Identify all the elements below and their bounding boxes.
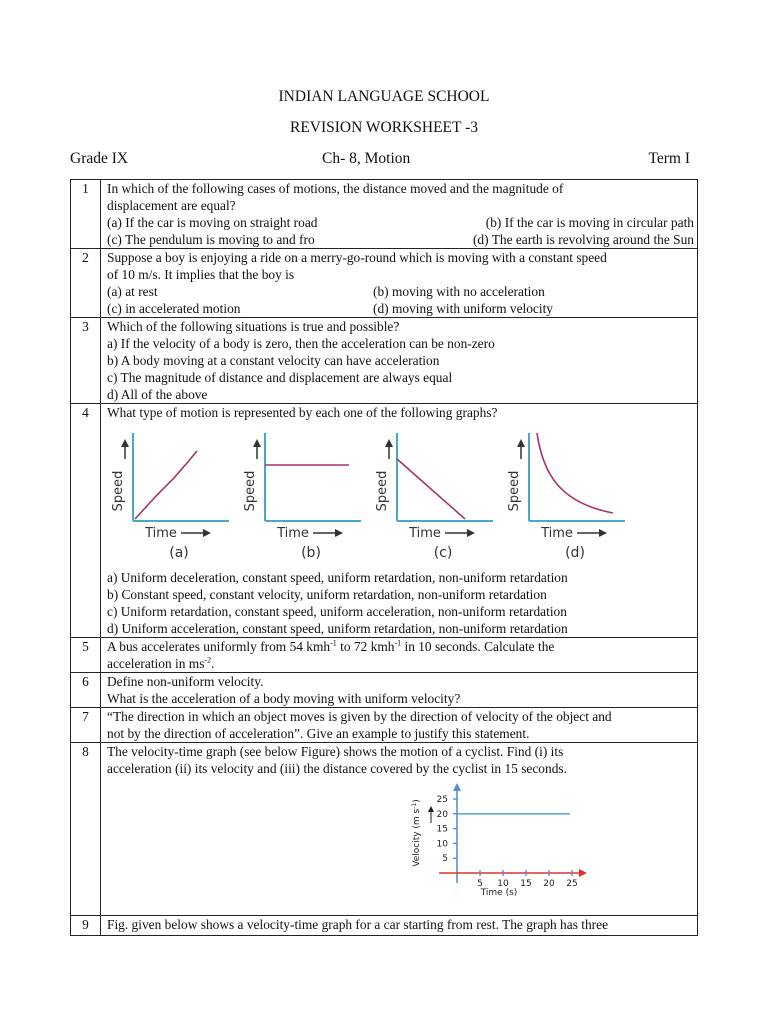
option-text: a) Uniform deceleration, constant speed, uniform retardation, non-uniform retardation bbox=[107, 570, 568, 585]
question-text: In which of the following cases of motions, the distance moved and the magnitude of bbox=[107, 181, 564, 196]
graph-a bbox=[107, 423, 239, 569]
question-body bbox=[101, 404, 698, 638]
question-row bbox=[71, 708, 698, 743]
question-body bbox=[101, 673, 698, 708]
vt-y-tick-label: 25 bbox=[436, 795, 448, 805]
graph-x-label: Time bbox=[145, 526, 177, 541]
option-text: d) Uniform acceleration, constant speed, uniform retardation, non-uniform retardation bbox=[107, 621, 568, 636]
question-number: 6 bbox=[71, 673, 101, 708]
question-row bbox=[71, 743, 698, 916]
question-text: not by the direction of acceleration”. Give an example to justify this statement. bbox=[107, 726, 530, 741]
vt-x-label: Time (s) bbox=[480, 888, 518, 898]
option-text: a) If the velocity of a body is zero, then the acceleration can be non-zero bbox=[107, 336, 495, 351]
question-text: Suppose a boy is enjoying a ride on a merry-go-round which is moving with a constant speed bbox=[107, 250, 607, 265]
question-number: 3 bbox=[71, 318, 101, 404]
vt-y-tick-label: 5 bbox=[442, 854, 448, 865]
graph-y-label: Speed bbox=[111, 470, 126, 512]
option-text: (b) moving with no acceleration bbox=[373, 284, 545, 299]
option-text: d) All of the above bbox=[107, 387, 208, 402]
option-text: c) Uniform retardation, constant speed, uniform acceleration, non-uniform retardation bbox=[107, 604, 567, 619]
graph-y-label: Speed bbox=[243, 470, 258, 512]
motion-graphs bbox=[107, 423, 694, 569]
graph-label: (a) bbox=[169, 545, 189, 561]
option-text: (c) The pendulum is moving to and fro bbox=[107, 232, 315, 247]
graph-d bbox=[503, 423, 635, 569]
option-row bbox=[107, 300, 694, 317]
worksheet-title: REVISION WORKSHEET -3 bbox=[289, 119, 478, 136]
question-text: The velocity-time graph (see below Figure) shows the motion of a cyclist. Find (i) its bbox=[107, 744, 564, 759]
question-text: Define non-uniform velocity. bbox=[107, 674, 264, 689]
option-text: b) Constant speed, constant velocity, uniform retardation, non-uniform retardation bbox=[107, 587, 547, 602]
grade-label: Grade IX bbox=[70, 150, 129, 167]
question-row bbox=[71, 180, 698, 249]
graph-x-label: Time bbox=[277, 526, 309, 541]
question-body bbox=[101, 180, 698, 249]
question-body bbox=[101, 708, 698, 743]
graph-b bbox=[239, 423, 371, 569]
velocity-time-graph bbox=[399, 781, 694, 909]
graph-label: (b) bbox=[301, 545, 321, 561]
graph-label: (c) bbox=[433, 545, 453, 561]
graph-y-label: Speed bbox=[375, 470, 390, 512]
graph-y-label: Speed bbox=[507, 470, 522, 512]
question-number: 9 bbox=[71, 916, 101, 936]
question-text: What is the acceleration of a body moving with uniform velocity? bbox=[107, 691, 461, 706]
option-row bbox=[107, 283, 694, 300]
school-name: INDIAN LANGUAGE SCHOOL bbox=[278, 88, 490, 105]
question-table bbox=[70, 179, 698, 936]
question-row bbox=[71, 249, 698, 318]
question-row bbox=[71, 318, 698, 404]
question-text: acceleration in $ms^{-2}$. bbox=[107, 655, 215, 671]
vt-y-tick-label: 20 bbox=[436, 809, 448, 820]
question-text: “The direction in which an object moves is given by the direction of velocity of the object and bbox=[107, 709, 612, 724]
question-number: 7 bbox=[71, 708, 101, 743]
option-text: (d) The earth is revolving around the Sun bbox=[472, 232, 694, 247]
question-number: 5 bbox=[71, 638, 101, 673]
option-text: (c) in accelerated motion bbox=[107, 301, 241, 316]
question-body bbox=[101, 916, 698, 936]
option-text: c) The magnitude of distance and displacement are always equal bbox=[107, 370, 453, 385]
option-text: (b) If the car is moving in circular path bbox=[485, 215, 694, 230]
vt-y-tick-label: 15 bbox=[436, 824, 448, 835]
vt-x-tick-label: 20 bbox=[543, 879, 555, 889]
vt-y-label: Velocity (m $s^{-1}$) bbox=[411, 799, 422, 867]
question-text: of 10 m/s. It implies that the boy is bbox=[107, 267, 295, 282]
question-number: 8 bbox=[71, 743, 101, 916]
question-number: 2 bbox=[71, 249, 101, 318]
question-row bbox=[71, 404, 698, 638]
question-text: A bus accelerates uniformly from 54 kmh$^{-1}$ to 72 kmh$^{-1}$ in 10 seconds. Calculate the bbox=[107, 638, 555, 654]
chapter-label: Ch- 8, Motion bbox=[322, 150, 411, 167]
vt-y-arrow bbox=[453, 783, 461, 791]
graph-x-label: Time bbox=[541, 526, 573, 541]
question-text: acceleration (ii) its velocity and (iii) the distance covered by the cyclist in 15 seconds. bbox=[107, 761, 567, 776]
option-text: (a) at rest bbox=[107, 284, 158, 299]
vt-x-tick-label: 25 bbox=[566, 879, 578, 889]
question-number: 4 bbox=[71, 404, 101, 638]
graph-label: (d) bbox=[565, 545, 585, 561]
graph-c bbox=[371, 423, 503, 569]
vt-y-tick-label: 10 bbox=[436, 839, 448, 850]
question-text: displacement are equal? bbox=[107, 198, 236, 213]
question-body bbox=[101, 249, 698, 318]
question-row bbox=[71, 638, 698, 673]
question-row bbox=[71, 673, 698, 708]
question-text: What type of motion is represented by each one of the following graphs? bbox=[107, 405, 498, 420]
vt-x-tick-label: 5 bbox=[477, 879, 483, 889]
graph-x-label: Time bbox=[409, 526, 441, 541]
option-text: b) A body moving at a constant velocity can have acceleration bbox=[107, 353, 440, 368]
term-label: Term I bbox=[648, 150, 690, 167]
question-body bbox=[101, 743, 698, 916]
question-body bbox=[101, 318, 698, 404]
option-row bbox=[107, 231, 694, 248]
question-body bbox=[101, 638, 698, 673]
option-row bbox=[107, 214, 694, 231]
question-row bbox=[71, 916, 698, 936]
vt-x-tick-label: 10 bbox=[497, 879, 509, 889]
vt-x-arrow bbox=[579, 869, 587, 877]
question-text: Which of the following situations is true and possible? bbox=[107, 319, 400, 334]
question-text: Fig. given below shows a velocity-time graph for a car starting from rest. The graph has three bbox=[107, 917, 609, 932]
option-text: (d) moving with uniform velocity bbox=[373, 301, 554, 316]
question-number: 1 bbox=[71, 180, 101, 249]
vt-x-tick-label: 15 bbox=[520, 879, 532, 889]
option-text: (a) If the car is moving on straight road bbox=[107, 215, 318, 230]
